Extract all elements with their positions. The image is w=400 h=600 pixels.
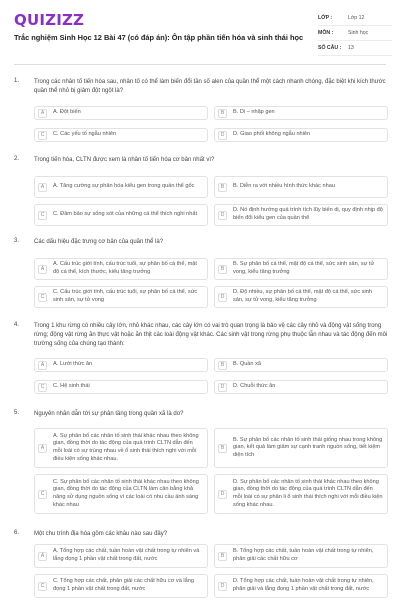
option-text: A. Tổng hợp các chất, tuần hoàn vật chất trong tự nhiên và lắng đọng 1 phần vật chất trong đất, nước	[53, 548, 200, 562]
option-letter: B	[218, 109, 227, 118]
option-letter: B	[218, 552, 227, 561]
option-text: D. Tổng hợp các chất, tuần hoàn vật chất trong tự nhiên, phân giải và lắng đọng 1 phần vật chất trong đất, nước	[233, 578, 374, 592]
meta-row-subject	[318, 26, 392, 41]
option-text: B. Diễn ra với nhiều hình thức khác nhau	[233, 183, 335, 190]
question-number: 4.	[14, 322, 20, 328]
option-letter: B	[218, 265, 227, 274]
option-d[interactable]	[214, 474, 388, 514]
option-c[interactable]	[34, 204, 208, 226]
option-letter: A	[38, 183, 47, 192]
question-text: Nguyên nhân dẫn tới sự phân tầng trong quần xã là do?	[34, 411, 184, 417]
option-letter: D	[218, 383, 227, 392]
option-b[interactable]	[214, 106, 388, 120]
option-letter: D	[218, 490, 227, 499]
option-text: A. Đột biến	[53, 109, 81, 116]
meta-value: Lớp 12	[348, 15, 365, 21]
question-number: 5.	[14, 410, 20, 416]
option-letter: C	[38, 490, 47, 499]
option-text: A. Cấu trúc giới tính, cấu trúc tuổi, sự phân bố cá thể, mật độ cá thể, kích thước, kiểu tăng trưởng	[53, 261, 197, 275]
meta-value: Sinh học	[348, 30, 369, 36]
meta-row-count	[318, 41, 392, 56]
option-text: A. Lưới thức ăn	[53, 361, 93, 368]
option-text: C. Cấu trúc giới tính, cấu trúc tuổi, sự phân bố cá thể, sức sinh sản, sự tử vong	[53, 289, 198, 303]
meta-row-grade	[318, 11, 392, 26]
option-letter: A	[38, 552, 47, 561]
option-c[interactable]	[34, 474, 208, 514]
document-header	[0, 0, 400, 62]
option-letter: C	[38, 211, 47, 220]
option-a[interactable]	[34, 176, 208, 198]
option-d[interactable]	[214, 128, 388, 142]
option-letter: A	[38, 109, 47, 118]
option-text: D. Độ nhiều, sự phân bố cá thể, mật độ cá thể, sức sinh sản, sự tử vong, kiểu tăng trưởng	[233, 289, 373, 303]
option-d[interactable]	[214, 380, 388, 394]
option-d[interactable]	[214, 574, 388, 598]
question-number: 2.	[14, 156, 20, 162]
option-letter: A	[38, 361, 47, 370]
option-text: B. Sự phân bố các nhân tố sinh thái giống nhau trong không gian, kết quả làm giảm sự cạnh tranh nguồn sống, tiết kiệm diện tích	[233, 436, 383, 458]
option-d[interactable]	[214, 286, 388, 308]
option-b[interactable]	[214, 544, 388, 568]
option-c[interactable]	[34, 380, 208, 394]
question-text: Trong các nhân tố tiến hóa sau, nhân tố có thể làm biến đổi tần số alen của quần thể một cách nhanh chóng, đặc biệt khi kích thước quần thể nhỏ bị giảm đột ngột là?	[34, 79, 386, 94]
option-d[interactable]	[214, 204, 388, 226]
option-c[interactable]	[34, 574, 208, 598]
meta-label: LỚP :	[318, 15, 333, 21]
option-a[interactable]	[34, 428, 208, 468]
option-letter: C	[38, 293, 47, 302]
option-text: D. Giao phối không ngẫu nhiên	[233, 131, 311, 138]
option-c[interactable]	[34, 128, 208, 142]
option-letter: A	[38, 444, 47, 453]
option-letter: D	[218, 131, 227, 140]
question-text: Một chu trình địa hóa gồm các khâu nào sau đây?	[34, 531, 168, 537]
question-text: Trong 1 khu rừng có nhiều cây lớn, nhỏ khác nhau, các cây lớn có vai trò quan trọng là bảo vệ các cây nhỏ và động vật sống trong rừng; động vật rừng ăn thực vật hoặc ăn thịt các loài động vật khác. Các sinh vật trong rừng phụ thuộc lẫn nhau và tác động đến môi trường sống của chúng tạo thành:	[34, 323, 388, 347]
question-number: 1.	[14, 78, 20, 84]
header-divider	[14, 64, 386, 65]
option-letter: B	[218, 183, 227, 192]
option-text: C. Đảm bảo sự sống sót của những cá thể thích nghi nhất	[53, 211, 198, 218]
option-text: A. Sự phân bố các nhân tố sinh thái khác nhau theo không gian, đồng thời do tác động của quá trình CLTN dẫn đến mỗi loài có sự trùng nhau về ổ sinh thái thích nghi với mỗi điều kiện sống khác nhau.	[53, 432, 199, 462]
meta-label: MÔN :	[318, 30, 334, 36]
option-text: B. Quần xã	[233, 361, 261, 368]
option-letter: B	[218, 361, 227, 370]
question-number: 6.	[14, 530, 20, 536]
option-letter: A	[38, 265, 47, 274]
option-a[interactable]	[34, 358, 208, 372]
option-text: B. Sự phân bố cá thể, mật độ cá thể, sức sinh sản, sự tử vong, kiểu tăng trưởng	[233, 261, 375, 275]
option-text: A. Tăng cường sự phân hóa kiểu gen trong quần thể gốc	[53, 183, 195, 190]
quizizz-logo: QUIZIZZ	[14, 11, 85, 29]
option-text: C. Các yếu tố ngẫu nhiên	[53, 131, 117, 138]
option-text: C. Sự phân bố các nhân tố sinh thái khác nhau theo không gian, đồng thời do tác động của CLTN làm cân bằng khả năng sử dụng nguồn sống vì các loài có nhu cầu ánh sáng khác nhau	[53, 478, 199, 508]
option-a[interactable]	[34, 544, 208, 568]
question-number: 3.	[14, 238, 20, 244]
option-text: B. Tổng hợp các chất, tuần hoàn vật chất trong tự nhiên, phân giải các chất hữu cơ	[233, 548, 374, 562]
option-text: C. Tổng hợp các chất, phân giải các chất hữu cơ và lắng đọng 1 phần vật chất trong đất, nước	[53, 578, 194, 592]
question-text: Các dấu hiệu đặc trưng cơ bản của quần thể là?	[34, 239, 164, 245]
option-text: B. Di – nhập gen	[233, 109, 275, 116]
question-text: Trong tiến hóa, CLTN được xem là nhân tố tiến hóa cơ bản nhất vì?	[34, 157, 215, 163]
option-text: D. Sự phân bố các nhân tố sinh thái khác nhau theo không gian, đồng thời do tác động của quá trình CLTN dẫn đến mỗi loài có sự phân li ổ sinh thái thích nghi với mỗi điều kiện sống khác nhau.	[233, 478, 383, 508]
option-a[interactable]	[34, 258, 208, 280]
option-b[interactable]	[214, 176, 388, 198]
option-b[interactable]	[214, 258, 388, 280]
option-text: D. Nó định hướng quá trình tích lũy biến dị, quy định nhịp độ biến đổi kiểu gen của quần thể	[233, 207, 383, 221]
option-letter: D	[218, 293, 227, 302]
option-letter: D	[218, 211, 227, 220]
option-letter: C	[38, 582, 47, 591]
meta-value: 13	[348, 45, 354, 51]
document-title: Trắc nghiệm Sinh Học 12 Bài 47 (có đáp án): Ôn tập phần tiến hóa và sinh thái học	[14, 33, 304, 42]
option-letter: D	[218, 582, 227, 591]
meta-label: SỐ CÂU :	[318, 45, 342, 51]
option-c[interactable]	[34, 286, 208, 308]
option-b[interactable]	[214, 358, 388, 372]
option-letter: C	[38, 383, 47, 392]
option-text: C. Hệ sinh thái	[53, 383, 90, 390]
meta-table	[318, 11, 392, 56]
option-letter: C	[38, 131, 47, 140]
option-letter: B	[218, 444, 227, 453]
option-a[interactable]	[34, 106, 208, 120]
option-b[interactable]	[214, 428, 388, 468]
option-text: D. Chuỗi thức ăn	[233, 383, 276, 390]
